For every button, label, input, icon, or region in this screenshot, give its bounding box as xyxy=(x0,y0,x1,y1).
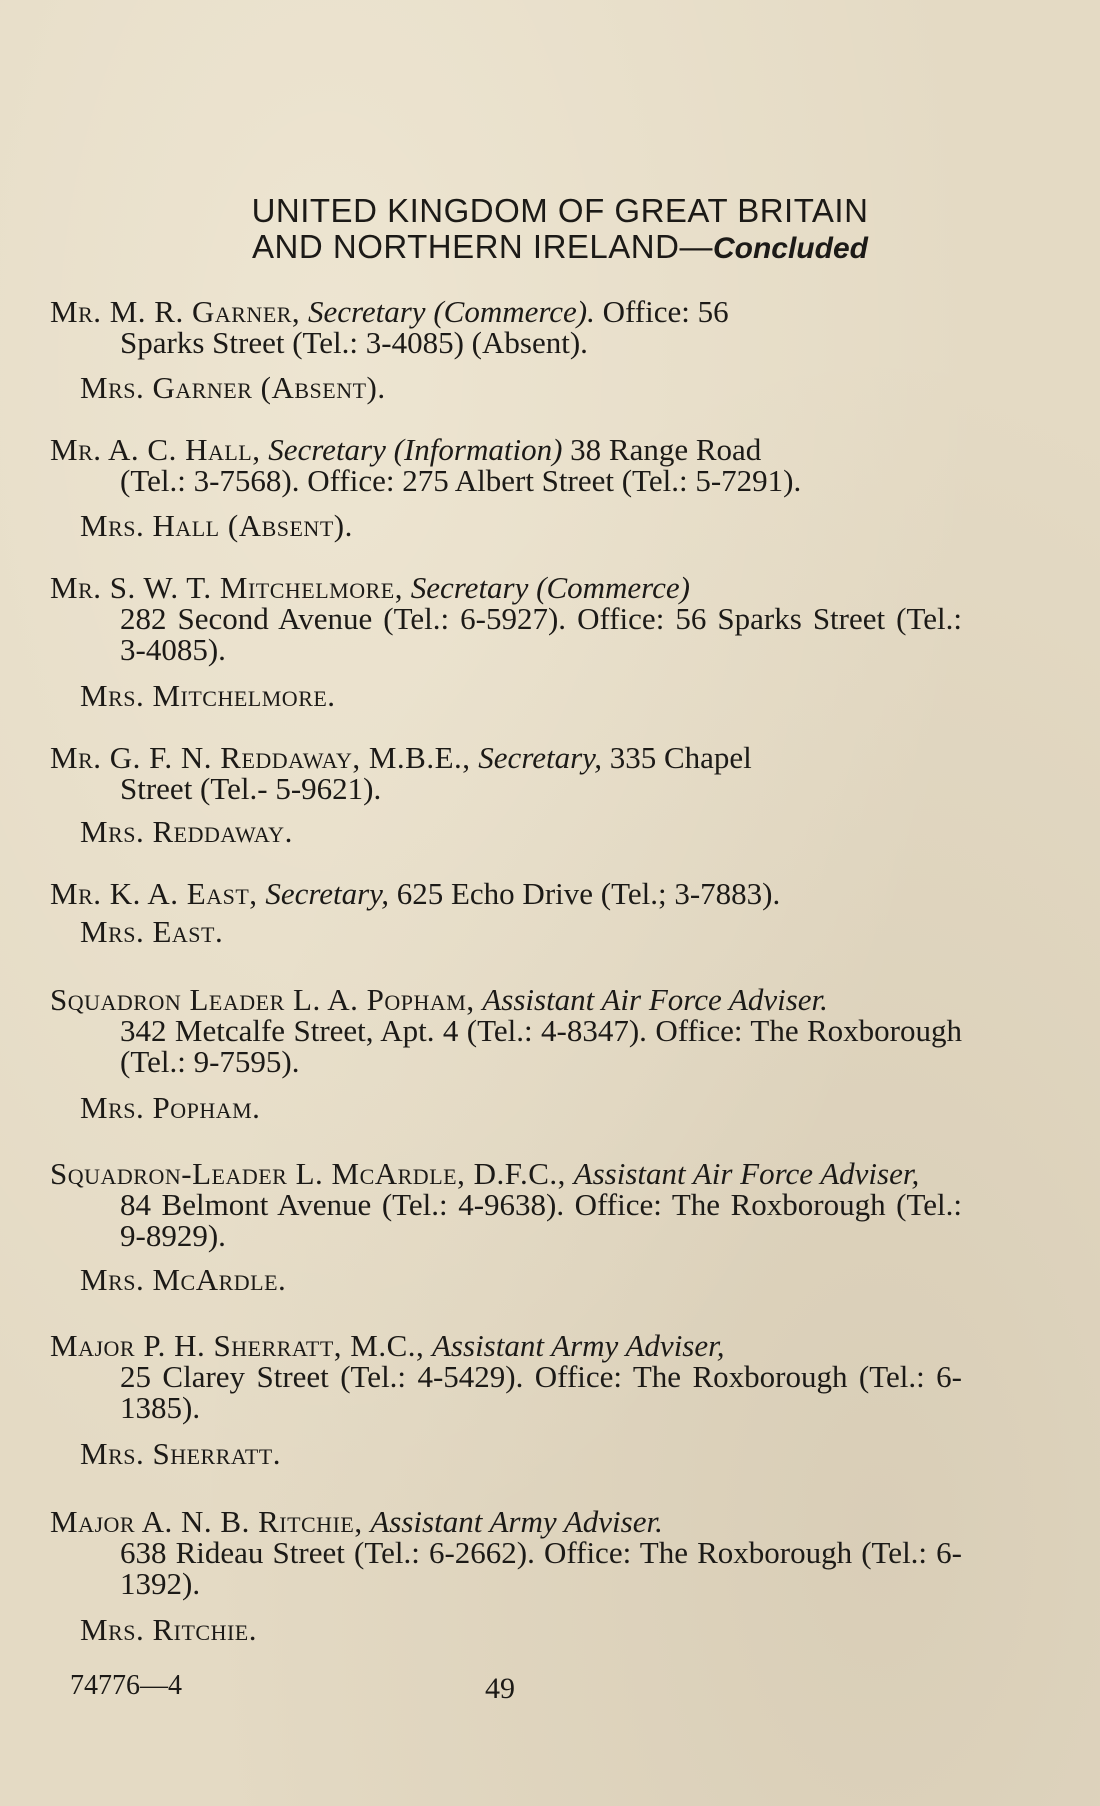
entry-address: 638 Rideau Street (Tel.: 6-2662). Office: The Roxborough (Tel.: 6-1392). xyxy=(120,1535,962,1601)
entry-name: Major A. N. B. Ritchie, xyxy=(50,1504,363,1539)
section-title-line2 xyxy=(120,228,1000,266)
entry-address: Street (Tel.- 5-9621). xyxy=(120,771,382,806)
spouse-entry: Mrs. Ritchie. xyxy=(80,1612,257,1647)
entry-address-start: 38 Range Road xyxy=(570,432,762,467)
entry-title: Secretary (Information) xyxy=(268,432,563,467)
entry-address-start: 335 Chapel xyxy=(609,740,752,775)
entry-address: 25 Clarey Street (Tel.: 4-5429). Office: The Roxborough (Tel.: 6-1385). xyxy=(120,1359,962,1425)
spouse-entry: Mrs. Reddaway. xyxy=(80,814,293,849)
spouse-entry: Mrs. East. xyxy=(80,914,224,949)
entry-name: Major P. H. Sherratt, M.C., xyxy=(50,1328,425,1363)
entry-title: Secretary (Commerce) xyxy=(410,570,690,605)
entry-title: Assistant Army Adviser. xyxy=(370,1504,663,1539)
entry-name: Mr. A. C. Hall, xyxy=(50,432,261,467)
page-number: 49 xyxy=(485,1672,515,1705)
spouse-entry: Mrs. Sherratt. xyxy=(80,1436,281,1471)
section-title-line1: UNITED KINGDOM OF GREAT BRITAIN xyxy=(251,192,869,229)
spouse-entry: Mrs. McArdle. xyxy=(80,1262,287,1297)
entry-name: Squadron-Leader L. McArdle, D.F.C., xyxy=(50,1156,566,1191)
directory-entry xyxy=(50,1506,962,1599)
entry-title: Secretary, xyxy=(478,740,602,775)
directory-entry xyxy=(50,434,962,496)
entry-title: Assistant Army Adviser, xyxy=(432,1328,725,1363)
directory-entry xyxy=(50,878,962,909)
entry-name: Mr. S. W. T. Mitchelmore, xyxy=(50,570,403,605)
entry-address: 84 Belmont Avenue (Tel.: 4-9638). Office: The Roxborough (Tel.: 9-8929). xyxy=(120,1187,962,1253)
directory-entry xyxy=(50,572,962,665)
entry-title: Secretary, xyxy=(265,876,389,911)
spouse-entry: Mrs. Hall (Absent). xyxy=(80,508,353,543)
entry-name: Mr. K. A. East, xyxy=(50,876,258,911)
entry-address: 342 Metcalfe Street, Apt. 4 (Tel.: 4-8347). Office: The Roxborough (Tel.: 9-7595). xyxy=(120,1013,962,1079)
directory-entry xyxy=(50,296,962,358)
entry-address: 282 Second Avenue (Tel.: 6-5927). Office: 56 Sparks Street (Tel.: 3-4085). xyxy=(120,601,962,667)
entry-address: Sparks Street (Tel.: 3-4085) (Absent). xyxy=(120,325,588,360)
entry-address: (Tel.: 3-7568). Office: 275 Albert Street (Tel.: 5-7291). xyxy=(120,463,802,498)
spouse-entry: Mrs. Popham. xyxy=(80,1090,261,1125)
section-title-line2-text: AND NORTHERN IRELAND— xyxy=(252,228,713,265)
entry-title: Secretary (Commerce). xyxy=(307,294,595,329)
directory-entry xyxy=(50,1158,962,1251)
spouse-entry: Mrs. Garner (Absent). xyxy=(80,370,386,405)
entry-title: Assistant Air Force Adviser, xyxy=(573,1156,920,1191)
entry-name: Mr. M. R. Garner, xyxy=(50,294,301,329)
directory-entry xyxy=(50,742,962,804)
entry-name: Squadron Leader L. A. Popham, xyxy=(50,982,475,1017)
entry-address-start: 625 Echo Drive (Tel.; 3-7883). xyxy=(396,876,781,911)
spouse-entry: Mrs. Mitchelmore. xyxy=(80,678,336,713)
directory-entry xyxy=(50,984,962,1077)
entry-address-start: Office: 56 xyxy=(602,294,729,329)
directory-entry xyxy=(50,1330,962,1423)
section-title-suffix: Concluded xyxy=(712,232,868,265)
entry-title: Assistant Air Force Adviser. xyxy=(482,982,828,1017)
entry-name: Mr. G. F. N. Reddaway, M.B.E., xyxy=(50,740,471,775)
print-code: 74776—4 xyxy=(70,1670,182,1701)
